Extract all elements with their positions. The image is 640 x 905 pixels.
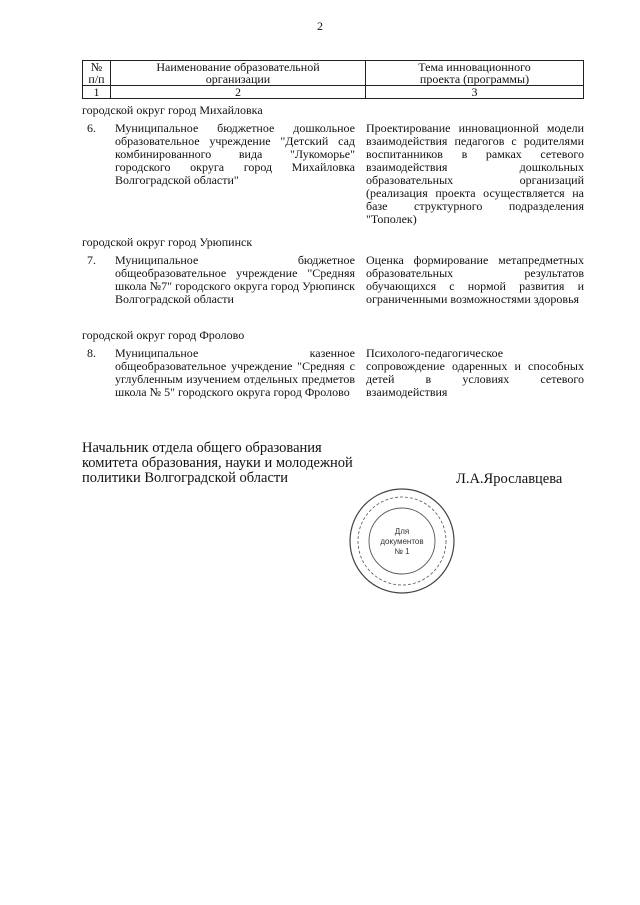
header-number-row bbox=[83, 86, 584, 99]
organization-name: Муниципальное бюджетное дошкольное образовательное учреждение "Детский сад комбинированного вида "Лукоморье" городского округа город Михайловка Волгоградской области" bbox=[115, 121, 355, 187]
header-col-topic-line2: проекта (программы) bbox=[419, 72, 530, 86]
stamp-line3: № 1 bbox=[394, 547, 410, 556]
signature-title-line3: политики Волгоградской области bbox=[82, 470, 289, 486]
signature-title-line2: комитета образования, науки и молодежной bbox=[82, 455, 353, 471]
signature-block bbox=[82, 441, 353, 486]
district-heading: городской округ город Фролово bbox=[82, 328, 245, 342]
row-number: 8. bbox=[87, 346, 96, 360]
organization-name: Муниципальное казенное общеобразовательное учреждение "Средняя с углубленным изучением отдельных предметов школа № 5" городского округа город Фролово bbox=[115, 346, 355, 399]
row-number: 7. bbox=[87, 253, 96, 267]
district-heading: городской округ город Урюпинск bbox=[82, 235, 253, 249]
project-topic: Проектирование инновационной модели взаимодействия педагогов с родителями воспитанников в рамках сетевого взаимодействия дошкольных образовательных организаций (реализация проекта осуществляется на базе структурного подразделения "Тополек) bbox=[366, 121, 584, 226]
stamp-line1: Для bbox=[394, 527, 410, 536]
header-col-organization-line1: Наименование образовательной bbox=[156, 60, 320, 74]
header-row bbox=[83, 61, 584, 86]
row-number: 6. bbox=[87, 121, 96, 135]
signature-title-line1: Начальник отдела общего образования bbox=[82, 440, 322, 456]
header-col-topic-line1: Тема инновационного bbox=[418, 60, 531, 74]
header-col-organization-line2: организации bbox=[205, 72, 271, 86]
header-col-number bbox=[83, 61, 111, 86]
header-col-topic bbox=[366, 61, 584, 86]
project-topic: Оценка формирование метапредметных образовательных результатов обучающихся с нормой развития и ограниченными возможностями здоровья bbox=[366, 253, 584, 306]
stamp-line2: документов bbox=[380, 537, 424, 546]
header-num-1: 1 bbox=[83, 86, 111, 99]
signatory-name: Л.А.Ярославцева bbox=[456, 471, 563, 487]
header-num-3: 3 bbox=[366, 86, 584, 99]
header-col-number-line1: № bbox=[90, 60, 103, 74]
page-number: 2 bbox=[317, 19, 323, 33]
header-col-organization bbox=[111, 61, 366, 86]
organization-name: Муниципальное бюджетное общеобразовательное учреждение "Средняя школа №7" городского округа город Урюпинск Волгоградской области bbox=[115, 253, 355, 306]
project-topic: Психолого-педагогическое сопровождение одаренных и способных детей в условиях сетевого взаимодействия bbox=[366, 346, 584, 399]
district-heading: городской округ город Михайловка bbox=[82, 103, 263, 117]
header-col-number-line2: п/п bbox=[88, 72, 105, 86]
header-table bbox=[82, 60, 584, 99]
official-stamp bbox=[347, 486, 457, 596]
header-num-2: 2 bbox=[111, 86, 366, 99]
